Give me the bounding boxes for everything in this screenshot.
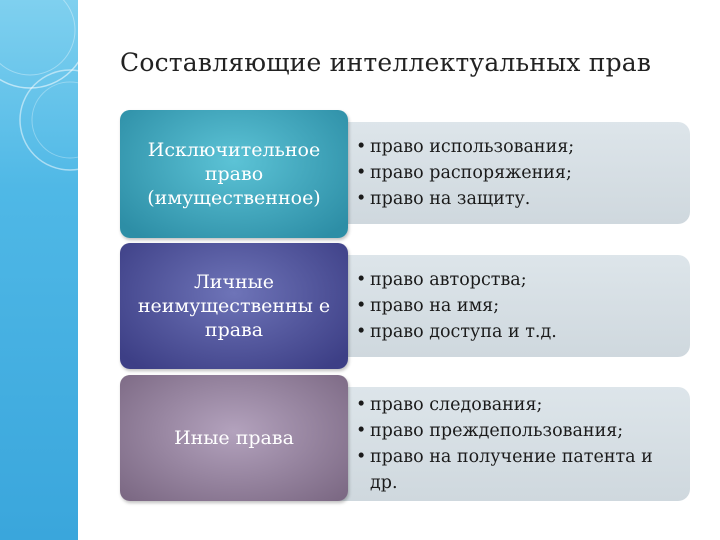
category-label: Личные неимущественны е права	[120, 243, 348, 369]
category-label: Исключительное право (имущественное)	[120, 110, 348, 238]
bullet-item: • право распоряжения;	[356, 160, 680, 186]
bullet-item: • право на защиту.	[356, 186, 680, 212]
bullet-list	[356, 392, 680, 496]
bullet-item: • право доступа и т.д.	[356, 319, 680, 345]
bullet-list	[356, 267, 680, 345]
bullet-panel	[320, 255, 690, 357]
rights-row	[120, 375, 690, 501]
bullet-item: • право преждепользования;	[356, 418, 680, 444]
rights-row	[120, 243, 690, 345]
bullet-item: • право на получение патента и др.	[356, 444, 680, 496]
rights-row	[120, 110, 690, 212]
bullet-item: • право следования;	[356, 392, 680, 418]
slide-title: Составляющие интеллектуальных прав	[120, 48, 652, 77]
bullet-item: • право использования;	[356, 134, 680, 160]
category-label: Иные права	[120, 375, 348, 501]
bullet-item: • право авторства;	[356, 267, 680, 293]
bullet-panel	[320, 387, 690, 501]
bullet-panel	[320, 122, 690, 224]
bullet-item: • право на имя;	[356, 293, 680, 319]
bullet-list	[356, 134, 680, 212]
